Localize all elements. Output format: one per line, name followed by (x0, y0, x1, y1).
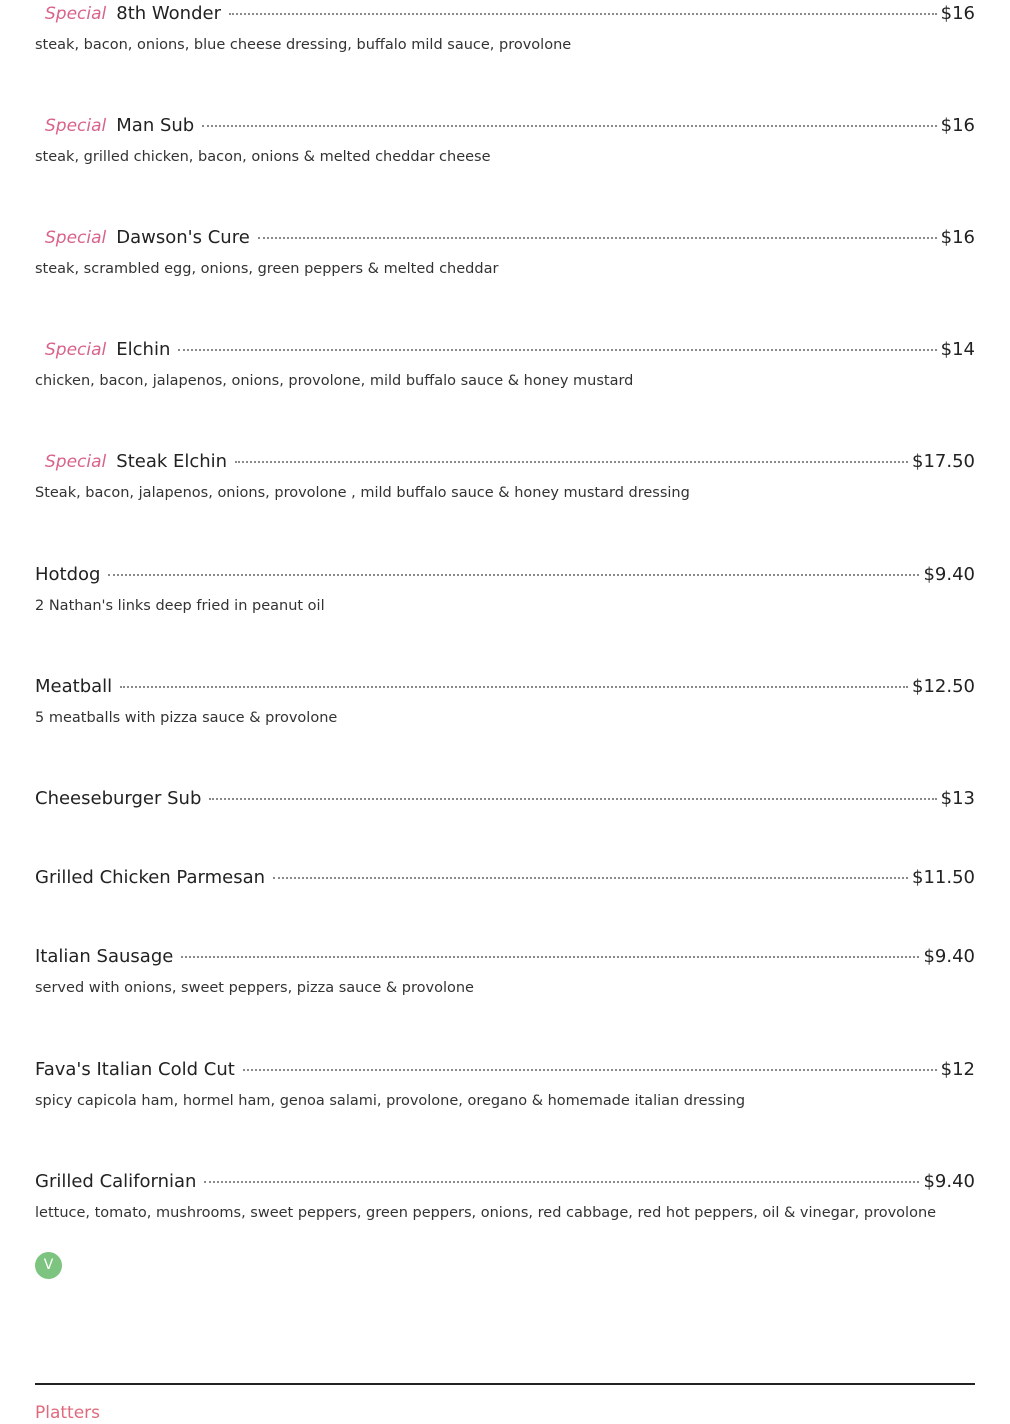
item-name: 8th Wonder (116, 3, 221, 24)
dot-leader (120, 686, 908, 688)
item-price: $17.50 (912, 451, 975, 472)
item-price: $14 (940, 339, 975, 360)
dot-leader (178, 349, 936, 351)
item-description: lettuce, tomato, mushrooms, sweet peppers, green peppers, onions, red cabbage, red hot peppers, oil & vinegar, provolone (35, 1205, 937, 1221)
menu-item-line (35, 112, 975, 140)
menu-item (35, 864, 975, 892)
item-description: 5 meatballs with pizza sauce & provolone (35, 710, 338, 726)
item-name: Man Sub (116, 115, 195, 136)
menu-item (35, 673, 975, 728)
section-divider (35, 1383, 975, 1385)
dot-leader (108, 574, 919, 576)
menu-item-line (35, 448, 975, 476)
menu-item-line (35, 224, 975, 252)
menu-item (35, 561, 975, 616)
item-description: spicy capicola ham, hormel ham, genoa salami, provolone, oregano & homemade italian dressing (35, 1093, 746, 1109)
item-price: $13 (940, 788, 975, 809)
item-name: Fava's Italian Cold Cut (35, 1059, 235, 1080)
item-price: $12.50 (912, 676, 975, 697)
item-price: $9.40 (923, 564, 975, 585)
item-description: served with onions, sweet peppers, pizza sauce & provolone (35, 980, 474, 996)
dot-leader (258, 237, 937, 239)
menu-item (35, 448, 975, 503)
item-price: $16 (940, 227, 975, 248)
item-price: $16 (940, 115, 975, 136)
menu-item-line (35, 785, 975, 813)
item-name: Italian Sausage (35, 946, 174, 967)
special-tag: Special (45, 4, 107, 24)
menu-item (35, 112, 975, 167)
item-price: $12 (940, 1059, 975, 1080)
item-name: Hotdog (35, 564, 101, 585)
special-tag: Special (45, 116, 107, 136)
menu-item-line (35, 336, 975, 364)
dot-leader (229, 13, 937, 15)
menu-item (35, 224, 975, 279)
dot-leader (235, 461, 908, 463)
item-name: Steak Elchin (116, 451, 228, 472)
item-description: steak, bacon, onions, blue cheese dressing, buffalo mild sauce, provolone (35, 37, 572, 53)
item-name: Grilled Chicken Parmesan (35, 867, 266, 888)
menu-item-line (35, 673, 975, 701)
dot-leader (202, 125, 936, 127)
item-name: Cheeseburger Sub (35, 788, 202, 809)
special-tag: Special (45, 452, 107, 472)
dot-leader (181, 956, 919, 958)
menu-item (35, 785, 975, 813)
special-tag: Special (45, 228, 107, 248)
item-price: $9.40 (923, 946, 975, 967)
menu-item-line (35, 0, 975, 28)
item-description: steak, scrambled egg, onions, green peppers & melted cheddar (35, 261, 499, 277)
item-price: $9.40 (923, 1171, 975, 1192)
item-description: Steak, bacon, jalapenos, onions, provolone , mild buffalo sauce & honey mustard dressing (35, 485, 690, 501)
item-price: $16 (940, 3, 975, 24)
dot-leader (273, 877, 908, 879)
menu-item-line (35, 1056, 975, 1084)
dot-leader (243, 1069, 937, 1071)
menu-item (35, 0, 975, 55)
item-name: Dawson's Cure (116, 227, 250, 248)
menu-item-line (35, 943, 975, 971)
menu-item (35, 1168, 975, 1223)
item-price: $11.50 (912, 867, 975, 888)
dot-leader (209, 798, 936, 800)
dot-leader (204, 1181, 919, 1183)
menu-item-line (35, 1168, 975, 1196)
section-title-platters: Platters (35, 1403, 101, 1423)
menu-item-line (35, 561, 975, 589)
menu-item (35, 336, 975, 391)
item-name: Meatball (35, 676, 113, 697)
menu-item (35, 1056, 975, 1111)
item-description: chicken, bacon, jalapenos, onions, provolone, mild buffalo sauce & honey mustard (35, 373, 634, 389)
item-name: Elchin (116, 339, 171, 360)
item-name: Grilled Californian (35, 1171, 197, 1192)
menu-item (35, 943, 975, 998)
menu-item-line (35, 864, 975, 892)
item-description: steak, grilled chicken, bacon, onions & melted cheddar cheese (35, 149, 491, 165)
special-tag: Special (45, 340, 107, 360)
vegetarian-badge-icon: V (35, 1252, 62, 1279)
item-description: 2 Nathan's links deep fried in peanut oil (35, 598, 325, 614)
